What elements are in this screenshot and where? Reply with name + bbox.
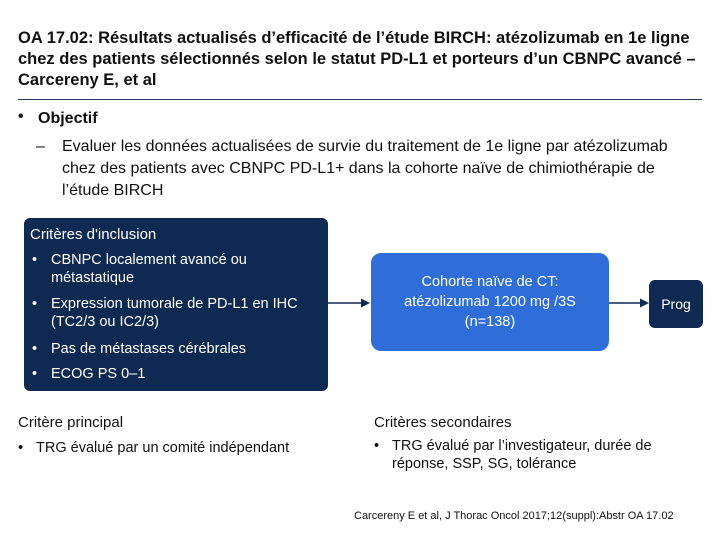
cohort-line: Cohorte naïve de CT: bbox=[421, 274, 559, 290]
objective-label: Objectif bbox=[38, 110, 98, 127]
inclusion-criteria-box bbox=[24, 218, 328, 391]
inclusion-criteria-title: Critères d'inclusion bbox=[30, 226, 157, 243]
inclusion-bullet: • bbox=[32, 296, 38, 312]
objective-bullet-dot: • bbox=[18, 108, 24, 125]
primary-bullet: • bbox=[18, 440, 24, 456]
secondary-endpoints-title: Critères secondaires bbox=[374, 414, 512, 431]
primary-endpoint-title: Critère principal bbox=[18, 414, 124, 431]
inclusion-item-text: CBNPC localement avancé ou métastatique bbox=[51, 252, 247, 286]
inclusion-item-text: Expression tumorale de PD-L1 en IHC (TC2/3 ou IC2/3) bbox=[51, 296, 298, 330]
slide-title: OA 17.02: Résultats actualisés d’efficacité de l’étude BIRCH: atézolizumab en 1e ligne chez des patients sélectionnés selon le statut PD-L1 et porteurs d’un CBNPC avancé – Carcereny E, et al bbox=[18, 29, 696, 89]
primary-endpoint-text: TRG évalué par un comité indépendant bbox=[36, 440, 290, 456]
cohort-box bbox=[371, 253, 609, 351]
inclusion-bullet: • bbox=[32, 252, 38, 268]
cohort-line: (n=138) bbox=[464, 314, 516, 330]
arrow-right-icon bbox=[609, 297, 649, 309]
progression-box bbox=[649, 280, 703, 328]
reference-citation: Carcereny E et al, J Thorac Oncol 2017;12(suppl):Abstr OA 17.02 bbox=[354, 510, 674, 522]
inclusion-bullet: • bbox=[32, 341, 38, 357]
objective-text: Evaluer les données actualisées de survie du traitement de 1e ligne par atézolizumab chez des patients avec CBNPC PD-L1+ dans la cohorte naïve de chimiothérapie de l’étude BIRCH bbox=[62, 138, 668, 199]
secondary-bullet: • bbox=[374, 438, 380, 454]
title-divider bbox=[18, 99, 702, 100]
cohort-line: atézolizumab 1200 mg /3S bbox=[404, 294, 576, 310]
objective-dash: – bbox=[36, 138, 45, 155]
inclusion-item-text: Pas de métastases cérébrales bbox=[51, 341, 247, 357]
progression-label: Prog bbox=[661, 296, 691, 312]
inclusion-bullet: • bbox=[32, 366, 38, 382]
inclusion-item-text: ECOG PS 0–1 bbox=[51, 366, 146, 382]
arrow-right-icon bbox=[328, 297, 370, 309]
secondary-endpoints-text: TRG évalué par l’investigateur, durée de réponse, SSP, SG, tolérance bbox=[392, 438, 652, 472]
